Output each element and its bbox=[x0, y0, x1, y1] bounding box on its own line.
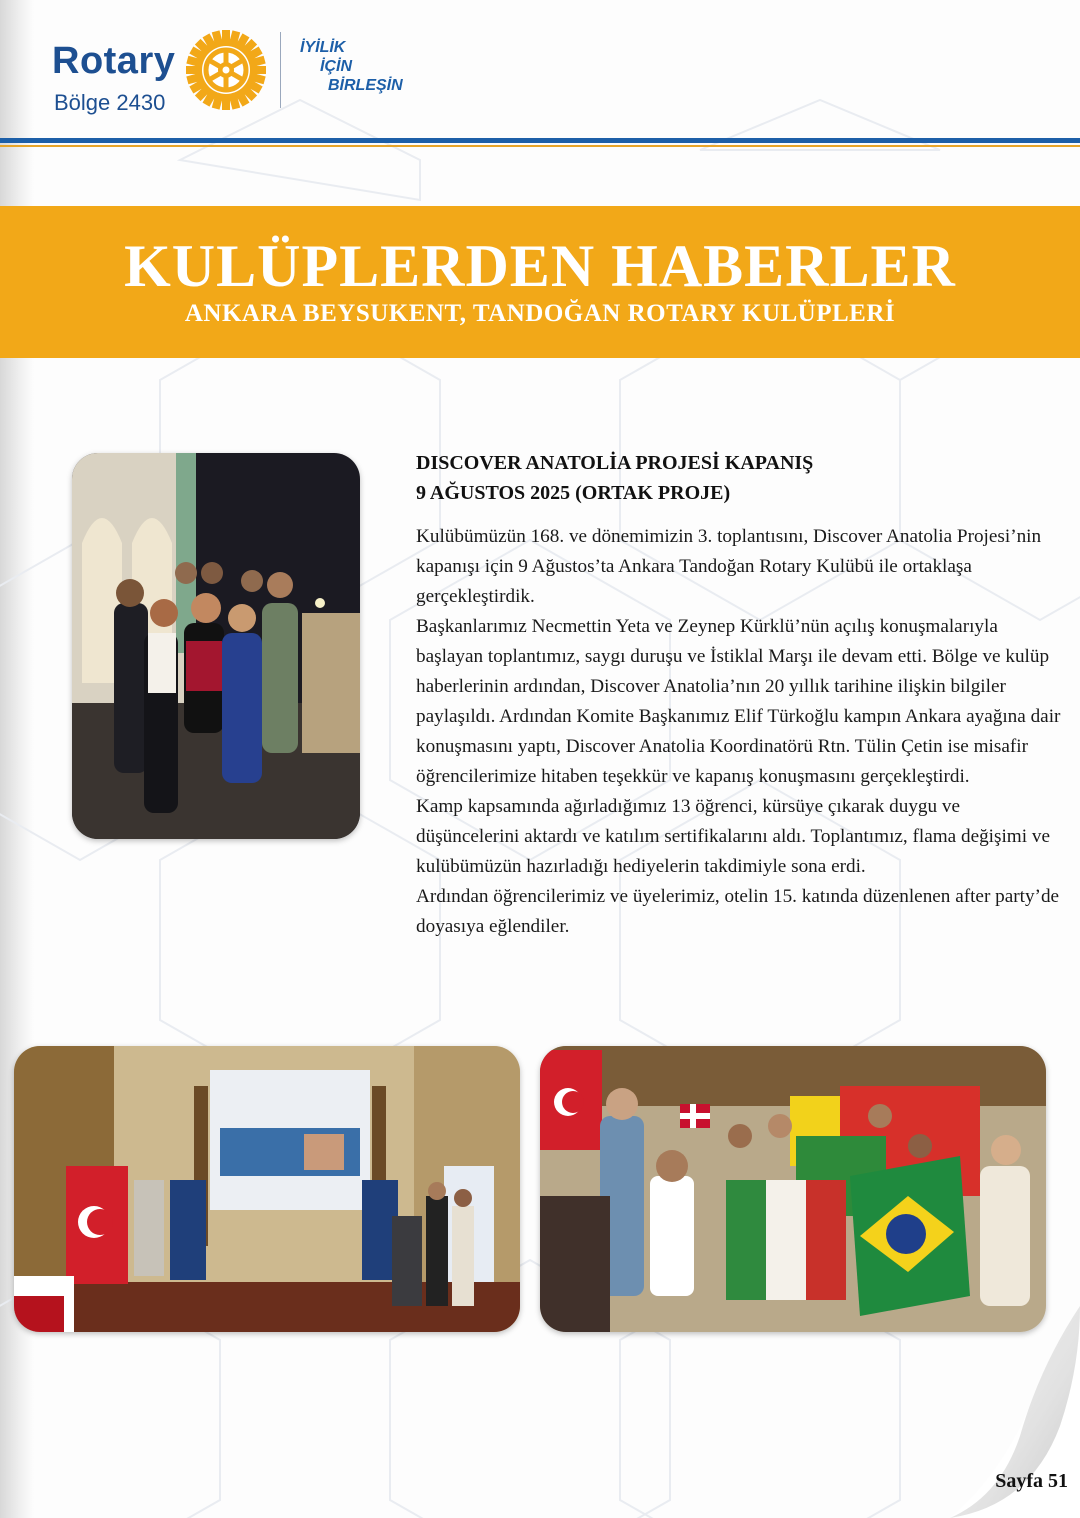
header-rule-accent bbox=[0, 145, 1080, 147]
article-title: DISCOVER ANATOLİA PROJESİ KAPANIŞ bbox=[416, 452, 814, 474]
article-paragraph: Kulübümüzün 168. ve dönemimizin 3. toplantısını, Discover Anatolia Projesi’nin kapanışı için 9 Ağustos’ta Ankara Tandoğan Rotary Kulübü ile ortaklaşa gerçekleştirdik. bbox=[416, 526, 1042, 607]
slogan-line: BİRLEŞİN bbox=[328, 77, 403, 94]
section-title: KULÜPLERDEN HABERLER bbox=[124, 233, 956, 299]
slogan bbox=[300, 38, 403, 95]
logo-divider bbox=[280, 32, 281, 108]
article-date: 9 AĞUSTOS 2025 (ORTAK PROJE) bbox=[416, 482, 731, 504]
students-flags-photo bbox=[540, 1046, 1046, 1332]
article-body bbox=[416, 522, 1062, 942]
article-heading bbox=[416, 448, 1056, 508]
group-photo-terrace bbox=[72, 453, 360, 839]
rotary-wheel-icon bbox=[186, 30, 266, 110]
slogan-line: İYİLİK bbox=[300, 39, 346, 56]
article-paragraph: Ardından öğrencilerimiz ve üyelerimiz, otelin 15. katında düzenlenen after party’de doyasıya eğlendiler. bbox=[416, 886, 1060, 937]
rotary-district-logo bbox=[52, 30, 472, 120]
meeting-hall-photo bbox=[14, 1046, 520, 1332]
section-subtitle: ANKARA BEYSUKENT, TANDOĞAN ROTARY KULÜPLERİ bbox=[184, 300, 896, 327]
district-label: Bölge 2430 bbox=[54, 90, 166, 115]
rotary-wordmark: Rotary bbox=[52, 40, 176, 82]
page-number: Sayfa 51 bbox=[995, 1470, 1068, 1492]
slogan-line: İÇİN bbox=[320, 58, 352, 75]
article-paragraph: Başkanlarımız Necmettin Yeta ve Zeynep Kürklü’nün açılış konuşmalarıyla başlayan toplantımız, saygı duruşu ve İstiklal Marşı ile devam etti. Bölge ve kulüp haberlerinin ardından, Discover Anatolia’nın 20 yıllık tarihine ilişkin bilgiler paylaşıldı. Ardından Komite Başkanımız Elif Türkoğlu kampın Ankara ayağına dair konuşmasını yaptı, Discover Anatolia Koordinatörü Rtn. Tülin Çetin ise misafir öğrencilerimize hitaben teşekkür ve kapanış konuşmasını gerçekleştirdi. bbox=[416, 616, 1061, 787]
article-paragraph: Kamp kapsamında ağırladığımız 13 öğrenci, kürsüye çıkarak duygu ve düşüncelerini aktardı ve katılım sertifikalarını aldı. Toplantımız, flama değişimi ve kulübümüzün hazırladığı hediyelerin takdimiyle sona erdi. bbox=[416, 796, 1050, 877]
section-banner bbox=[0, 206, 1080, 358]
header-rule bbox=[0, 138, 1080, 143]
